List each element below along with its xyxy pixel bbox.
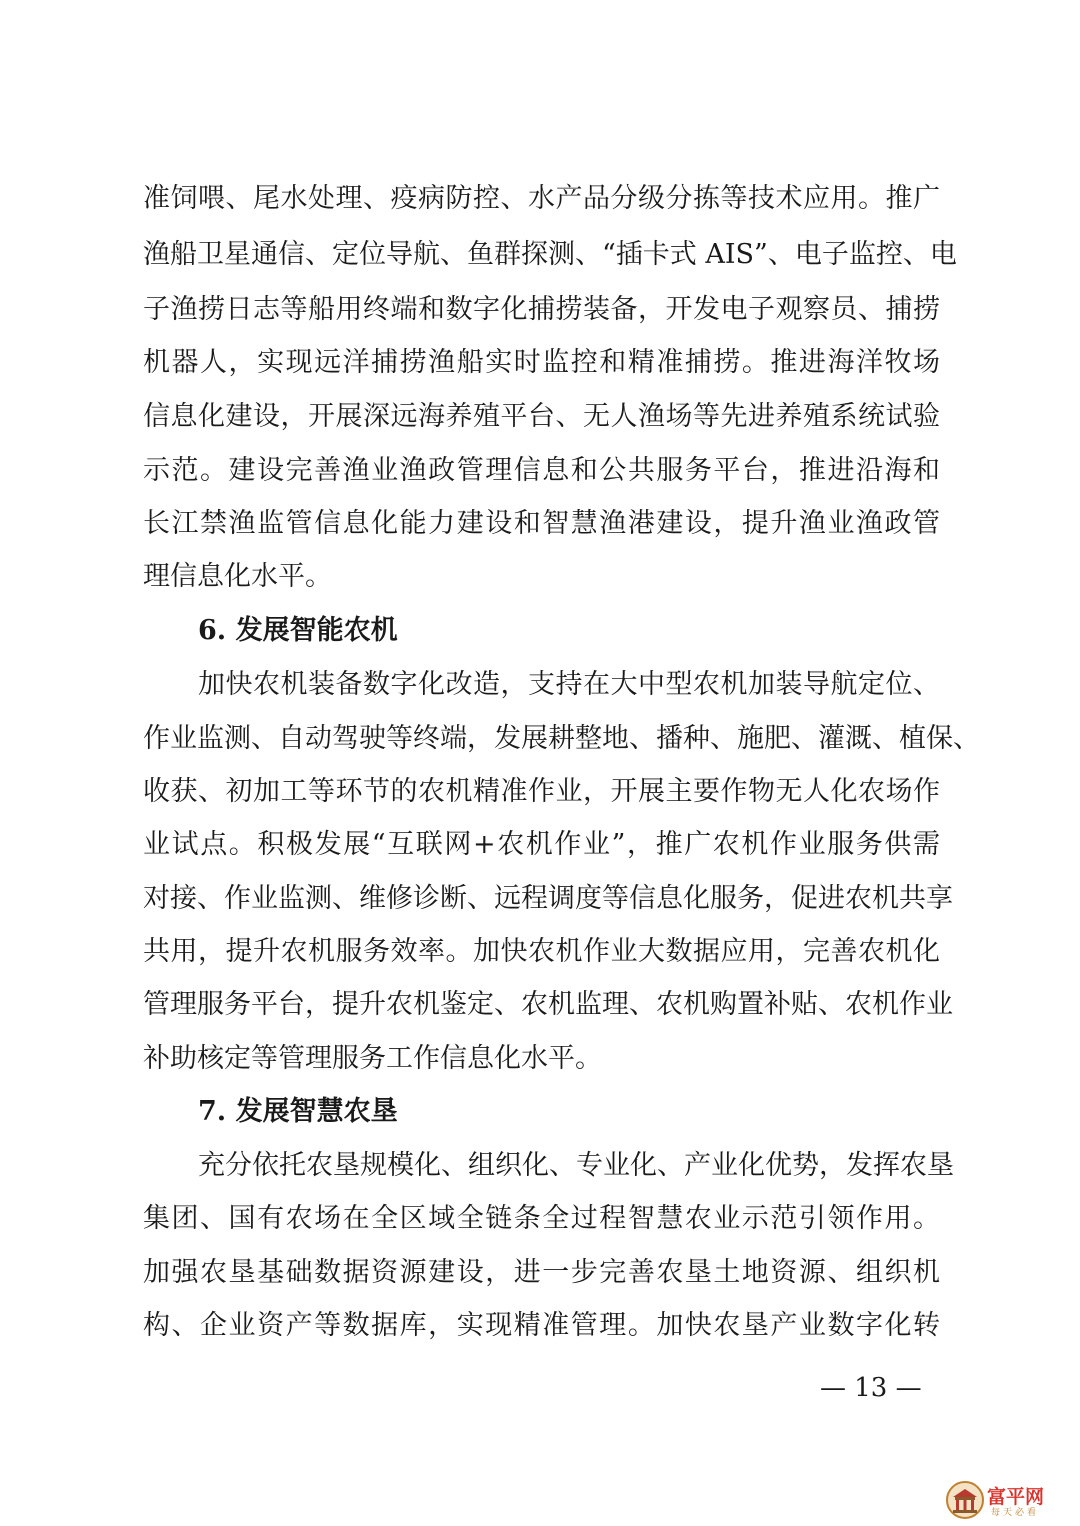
building-icon — [945, 1480, 985, 1520]
body-line: 示范。建设完善渔业渔政管理信息和公共服务平台，推进沿海和 — [143, 455, 940, 486]
body-line: 加强农垦基础数据资源建设，进一步完善农垦土地资源、组织机 — [143, 1257, 940, 1288]
body-line: 信息化建设，开展深远海养殖平台、无人渔场等先进养殖系统试验 — [143, 401, 940, 432]
body-line: 收获、初加工等环节的农机精准作业，开展主要作物无人化农场作 — [143, 776, 940, 807]
body-line: 作业监测、自动驾驶等终端，发展耕整地、播种、施肥、灌溉、植保、 — [143, 723, 980, 754]
body-line: 渔船卫星通信、定位导航、鱼群探测、“插卡式 AIS”、电子监控、电 — [143, 239, 957, 270]
body-line: 业试点。积极发展“互联网+农机作业”，推广农机作业服务供需 — [143, 829, 940, 860]
body-line: 补助核定等管理服务工作信息化水平。 — [143, 1043, 602, 1074]
body-line: 充分依托农垦规模化、组织化、专业化、产业化优势，发挥农垦 — [198, 1150, 954, 1181]
body-line: 加快农机装备数字化改造，支持在大中型农机加装导航定位、 — [198, 669, 940, 700]
body-line: 子渔捞日志等船用终端和数字化捕捞装备，开发电子观察员、捕捞 — [143, 294, 940, 325]
body-line: 准饲喂、尾水处理、疫病防控、水产品分级分拣等技术应用。推广 — [143, 183, 940, 214]
body-line: 构、企业资产等数据库，实现精准管理。加快农垦产业数字化转 — [143, 1310, 940, 1341]
section-heading-6: 6. 发展智能农机 — [198, 615, 398, 646]
body-line: 长江禁渔监管信息化能力建设和智慧渔港建设，提升渔业渔政管 — [143, 508, 940, 539]
logo-name: 富平网 — [987, 1486, 1045, 1508]
body-line: 机器人，实现远洋捕捞渔船实时监控和精准捕捞。推进海洋牧场 — [143, 347, 940, 378]
site-logo — [945, 1480, 1060, 1520]
page-number: — 13 — — [820, 1373, 922, 1403]
body-line: 共用，提升农机服务效率。加快农机作业大数据应用，完善农机化 — [143, 936, 940, 967]
body-line: 集团、国有农场在全区域全链条全过程智慧农业示范引领作用。 — [143, 1203, 940, 1234]
logo-tagline: 每天必看 — [991, 1508, 1040, 1518]
body-line: 理信息化水平。 — [143, 561, 332, 592]
body-line: 对接、作业监测、维修诊断、远程调度等信息化服务，促进农机共享 — [143, 883, 953, 914]
body-line: 管理服务平台，提升农机鉴定、农机监理、农机购置补贴、农机作业 — [143, 989, 953, 1020]
section-heading-7: 7. 发展智慧农垦 — [198, 1096, 398, 1127]
